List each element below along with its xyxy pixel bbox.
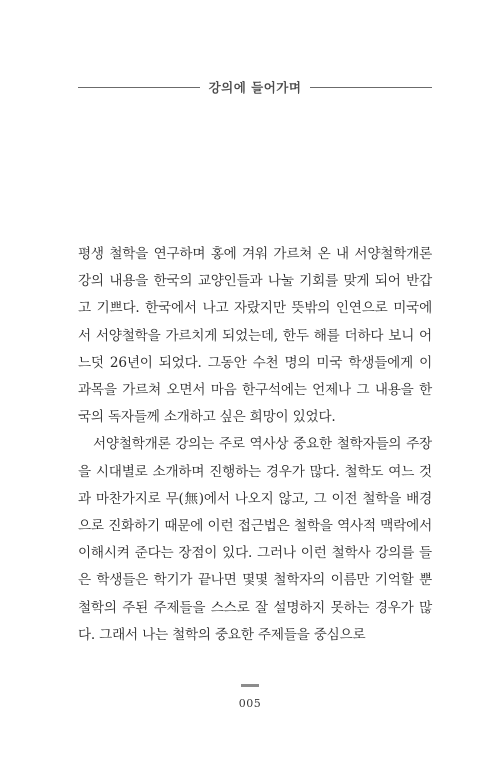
running-header [78, 76, 432, 98]
footer-mark [241, 684, 259, 687]
chapter-title: 강의에 들어가며 [208, 80, 302, 95]
page-footer [0, 684, 500, 710]
paragraph-2: 서양철학개론 강의는 주로 역사상 중요한 철학자들의 주장을 시대별로 소개하며 진행하는 경우가 많다. 철학도 여느 것과 마찬가지로 무(無)에서 나오지 않고, 그 이전 철학을 배경으로 진화하기 때문에 이런 접근법은 철학을 역사적 맥락에서 이해시켜 준다는 장점이 있다. 그러나 이런 철학사 강의를 들은 학생들은 학기가 끝나면 몇몇 철학자의 이름만 기억할 뿐 철학의 주된 주제들을 스스로 잘 설명하지 못하는 경우가 많다. 그래서 나는 철학의 중요한 주제들을 중심으로 [78, 436, 432, 643]
header-rule-right [310, 87, 432, 88]
paragraph-1: 평생 철학을 연구하며 홍에 겨워 가르쳐 온 내 서양철학개론 강의 내용을 한국의 교양인들과 나눌 기회를 맞게 되어 반갑고 기쁘다. 한국에서 나고 자랐지만 뜻밖의 인연으로 미국에서 서양철학을 가르치게 되었는데, 한두 해를 더하다 보니 어느덧 26년이 되었다. 그동안 수천 명의 미국 학생들에게 이 과목을 가르쳐 오면서 마음 한구석에는 언제나 그 내용을 한국의 독자들께 소개하고 싶은 희망이 있었다. [78, 246, 432, 426]
page-number: 005 [238, 697, 262, 710]
header-rule-left [78, 87, 200, 88]
body-text [78, 241, 432, 649]
